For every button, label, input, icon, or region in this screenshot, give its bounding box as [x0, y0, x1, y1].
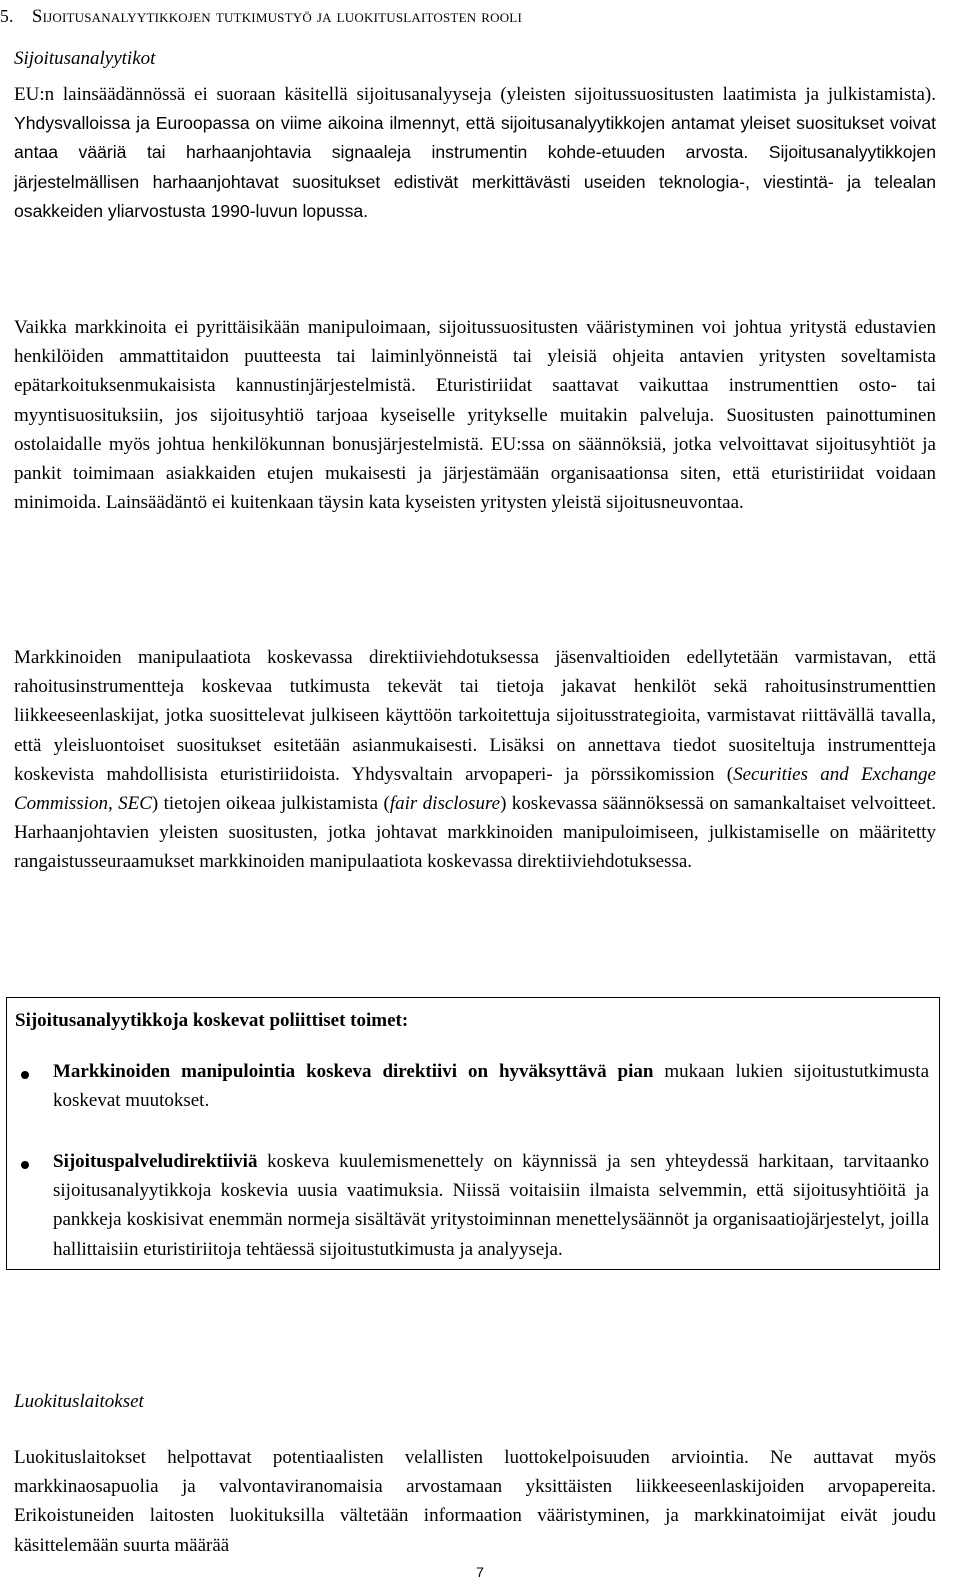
paragraph-market-manipulation-directive [14, 643, 936, 877]
section-number: 5. [0, 6, 14, 26]
page-number: 7 [476, 1564, 484, 1580]
policy-bullet-item [53, 1057, 929, 1115]
paragraph-credit-rating-agencies: Luokituslaitokset helpottavat potentiaalisten velallisten luottokelpoisuuden arviointia. Ne auttavat myös markkinaosapuolia ja valvontaviranomaisia arvostamaan yksittäisten liikkeeseenlaskijoiden arvopapereita. Erikoistuneiden laitosten luokituksilla vältetään informaation vääristyminen, ja markkinatoimijat eivät joudu käsittelemään suurta määrää [14, 1447, 936, 1556]
policy-bullet-item [53, 1147, 929, 1264]
section-title: Sijoitusanalyytikkojen tutkimustyö ja luokituslaitosten rooli [31, 6, 522, 27]
policy-box-title: Sijoitusanalyytikkoja koskevat poliittiset toimet: [15, 1010, 409, 1031]
bullet-bold-text: Markkinoiden manipulointia koskeva direktiivi on hyväksyttävä pian [53, 1061, 654, 1082]
policy-actions-box [6, 997, 940, 1270]
bullet-bold-text: Sijoituspalveludirektiiviä [53, 1151, 258, 1172]
section-heading [0, 6, 940, 28]
paragraph-recommendation-distortion: Vaikka markkinoita ei pyrittäisikään manipuloimaan, sijoitussuositusten vääristyminen voi johtua yritystä edustavien henkilöiden ammattitaidon puutteesta tai laiminlyönneistä tai yleisiä ohjeita antavien yritysten soveltamista epätarkoituksenmukaisista kannustinjärjestelmistä. Eturistiriidat saattavat vaikuttaa instrumenttien osto- tai myyntisuosituksiin, jos sijoitusyhtiö tarjoaa kyseiselle yritykselle muitakin palveluja. Suositusten painottuminen ostolaidalle myös johtua henkilökunnan bonusjärjestelmistä. EU:ssa on säännöksiä, jotka velvoittavat sijoitusyhtiöt ja pankit toimimaan asiakkaiden etujen mukaisesti ja järjestämään organisaationsa siten, että eturistiriidat voidaan minimoida. Lainsäädäntö ei kuitenkaan täysin kata kyseisten yritysten yleistä sijoitusneuvontaa. [14, 317, 936, 514]
para3-text-c: ) koskevassa säännöksessä on samankaltaiset velvoitteet. Harhaanjohtavien yleisten suositusten, jotka johtavat markkinoiden manipuloimiseen, julkistamiselle on määritetty rangaistusseuraamukset markkinoiden manipulaatiota koskevassa direktiiviehdotuksessa. [14, 793, 936, 873]
para3-italic-fair-disclosure: fair disclosure [389, 793, 501, 815]
para3-italic-sec: Securities and Exchange Commission, SEC [14, 763, 936, 815]
para3-text-b: ) tietojen oikeaa julkistamista ( [151, 793, 390, 815]
bullet-icon [21, 1161, 29, 1169]
paragraph-eu-legislation-part1: EU:n lainsäädännössä ei suoraan käsitellä sijoitusanalyyseja (yleisten sijoitussuositusten laatimista ja julkistamista). [14, 84, 936, 105]
para3-text-a: Markkinoiden manipulaatiota koskevassa direktiiviehdotuksessa jäsenvaltioiden edellytetään varmistavan, että rahoitusinstrumentteja koskevaa tutkimusta tekevät tai tietoja jakavat henkilöt sekä rahoitusinstrumenttien liikkeeseenlaskijat, jotka suosittelevat julkiseen käyttöön tarkoitettuja sijoitusstrategioita, varmistavat riittävällä tavalla, että yleisluontoiset suositukset esitetään asianmukaisesti. Lisäksi on annettava tiedot suositeltuja instrumentteja koskevista mahdollisista eturistiriidoista. Yhdysvaltain arvopaperi- ja pörssikomission ( [14, 647, 936, 785]
paragraph-eu-legislation [14, 80, 936, 226]
bullet-text: koskeva kuulemismenettely on käynnissä ja sen yhteydessä harkitaan, tarvitaanko sijoitusanalyytikkoja koskevia uusia vaatimuksia. Niissä voitaisiin ilmaista selvemmin, että sijoitusyhtiöitä ja pankkeja koskisivat enemmän normeja sisältävät yritystoiminnan menettelysäännöt ja organisaatiojärjestelyt, joilla hallittaisiin eturistiriitoja tehtäessä sijoitustutkimusta ja analyyseja. [53, 1151, 929, 1260]
subheading-sijoitusanalyytikot: Sijoitusanalyytikot [14, 48, 156, 69]
subheading-luokituslaitokset: Luokituslaitokset [14, 1391, 144, 1412]
bullet-icon [21, 1071, 29, 1079]
bullet-text: mukaan lukien sijoitustutkimusta koskevat muutokset. [53, 1061, 930, 1112]
paragraph-eu-legislation-part2: Yhdysvalloissa ja Euroopassa on viime aikoina ilmennyt, että sijoitusanalyytikkojen antamat yleiset suositukset voivat antaa vääriä tai harhaanjohtavia signaaleja instrumentin kohde-etuuden arvosta. Sijoitusanalyytikkojen järjestelmällisen harhaanjohtavat suositukset edistivät merkittävästi useiden teknologia-, viestintä- ja telealan osakkeiden yliarvostusta 1990-luvun lopussa. [14, 113, 936, 221]
